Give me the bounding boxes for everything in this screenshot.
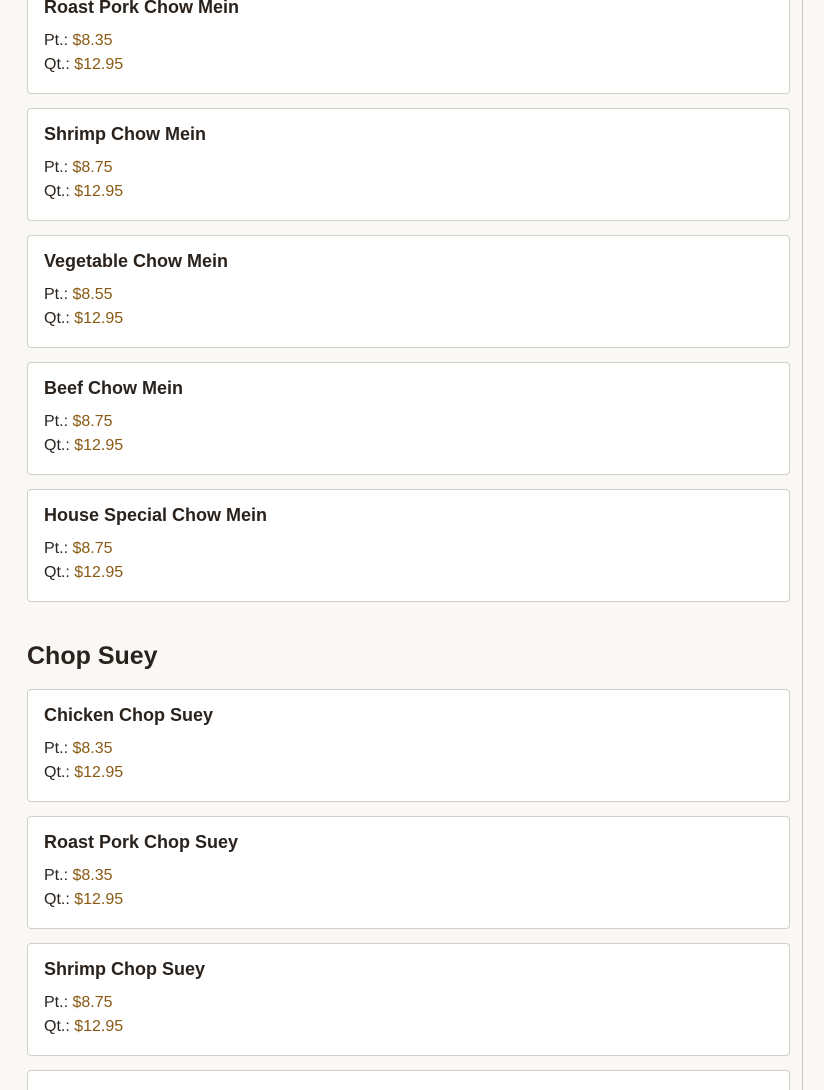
pint-label: Pt.: (44, 159, 69, 176)
menu-item-name: Roast Pork Chow Mein (44, 0, 240, 17)
quart-price-row (44, 764, 123, 782)
quart-price: $12.95 (74, 564, 124, 581)
menu-item-name: Roast Pork Chop Suey (44, 832, 239, 852)
pint-price: $8.35 (72, 740, 113, 757)
menu-item-name: Beef Chow Mein (44, 378, 184, 398)
menu-item-card[interactable] (27, 362, 790, 475)
menu-item-card[interactable] (27, 0, 790, 94)
pint-label: Pt.: (44, 740, 69, 757)
menu-item-card[interactable] (27, 689, 790, 802)
menu-item-card[interactable] (27, 943, 790, 1056)
menu-item-name: Vegetable Chow Mein (44, 251, 229, 271)
quart-label: Qt.: (44, 764, 70, 781)
pint-label: Pt.: (44, 994, 69, 1011)
section-title-chop-suey: Chop Suey (27, 642, 158, 670)
quart-price-row (44, 310, 123, 328)
pint-price-row (44, 413, 113, 431)
pint-label: Pt.: (44, 413, 69, 430)
quart-price: $12.95 (74, 56, 124, 73)
quart-label: Qt.: (44, 183, 70, 200)
menu-item-card[interactable] (27, 816, 790, 929)
quart-price: $12.95 (74, 310, 124, 327)
pint-price: $8.55 (72, 286, 113, 303)
pint-label: Pt.: (44, 286, 69, 303)
pint-price-row (44, 740, 113, 758)
quart-price: $12.95 (74, 437, 124, 454)
quart-price: $12.95 (74, 764, 124, 781)
pint-price: $8.75 (72, 413, 113, 430)
quart-price-row (44, 564, 123, 582)
quart-price: $12.95 (74, 1018, 124, 1035)
pint-price-row (44, 540, 113, 558)
pint-label: Pt.: (44, 867, 69, 884)
pint-price-row (44, 286, 113, 304)
pint-label: Pt.: (44, 540, 69, 557)
menu-item-name: Shrimp Chop Suey (44, 959, 206, 979)
pint-price-row (44, 867, 113, 885)
pint-price: $8.75 (72, 540, 113, 557)
pint-price-row (44, 32, 113, 50)
quart-label: Qt.: (44, 891, 70, 908)
quart-label: Qt.: (44, 310, 70, 327)
quart-price-row (44, 56, 123, 74)
menu-item-card[interactable] (27, 235, 790, 348)
pint-price: $8.75 (72, 994, 113, 1011)
quart-label: Qt.: (44, 437, 70, 454)
pint-price: $8.35 (72, 32, 113, 49)
quart-price-row (44, 891, 123, 909)
menu-item-card[interactable] (27, 108, 790, 221)
quart-price-row (44, 183, 123, 201)
page-edge-divider (802, 0, 803, 1090)
pint-price: $8.75 (72, 159, 113, 176)
menu-item-name: Chicken Chop Suey (44, 705, 214, 725)
quart-label: Qt.: (44, 1018, 70, 1035)
quart-price-row (44, 437, 123, 455)
menu-item-card[interactable] (27, 489, 790, 602)
menu-item-name: House Special Chow Mein (44, 505, 268, 525)
quart-price-row (44, 1018, 123, 1036)
quart-label: Qt.: (44, 564, 70, 581)
quart-price: $12.95 (74, 183, 124, 200)
pint-label: Pt.: (44, 32, 69, 49)
quart-label: Qt.: (44, 56, 70, 73)
menu-item-card-partial[interactable] (27, 1070, 790, 1090)
quart-price: $12.95 (74, 891, 124, 908)
pint-price: $8.35 (72, 867, 113, 884)
pint-price-row (44, 159, 113, 177)
menu-item-name: Shrimp Chow Mein (44, 124, 206, 144)
pint-price-row (44, 994, 113, 1012)
